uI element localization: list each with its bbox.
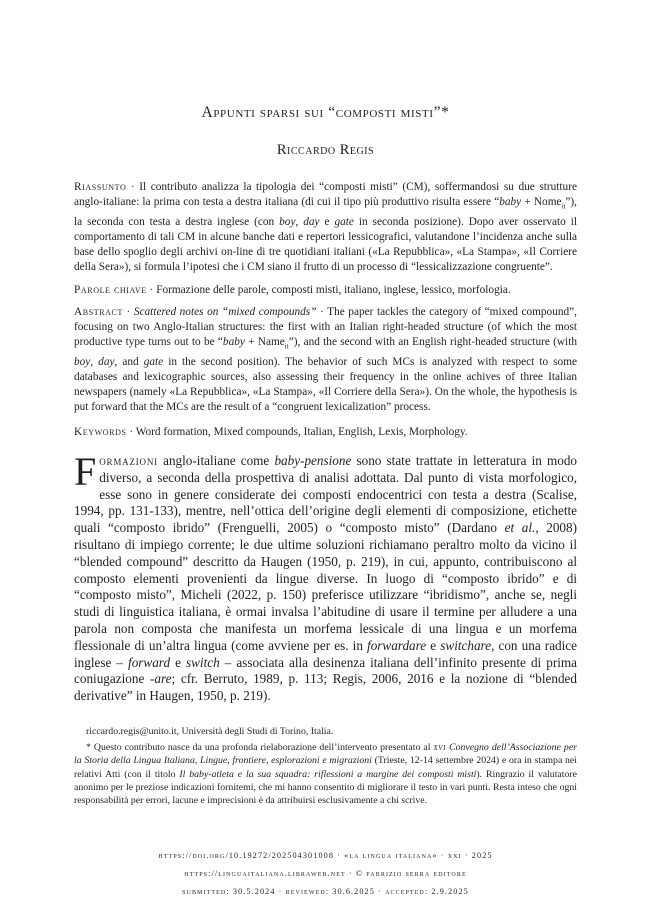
keywords-label: Keywords xyxy=(74,426,127,438)
article-title: Appunti sparsi sui “composti misti”* xyxy=(201,104,450,121)
riassunto-label: Riassunto xyxy=(74,181,127,193)
keywords-paragraph: Keywords · Word formation, Mixed compounds, Italian, English, Lexis, Morphology. xyxy=(74,426,468,438)
drop-cap: F xyxy=(74,449,97,494)
parole-chiave-label: Parole chiave xyxy=(74,284,147,296)
affiliation-note: riccardo.regis@unito.it, Università degli Studi di Torino, Italia. xyxy=(86,726,334,737)
footer-doi-line: https://doi.org/10.19272/202504301008 · «la lingua italiana» · xxi · 2025 xyxy=(158,851,493,860)
body-paragraph: Formazioni anglo-italiane come baby-pensione sono state trattate in letteratura in modo diverso, a seconda della prospettiva di analisi adottata. Dal punto di vista morfologico, esse sono in genere considerate dei composti endocentrici con testa a destra (Scalise, 1994, pp. 131-133), mentre, nell’ottica dell’origine degli elementi di composizione, etichette quali “composto ibrido” (Frenguelli, 2005) o “composto misto” (Dardano et al., 2008) risultano di impiego corrente; le due ultime soluzioni richiamano peraltro molto da vicino il “blended compound” descritto da Haugen (1950, p. 219), in cui, appunto, contribuiscono al composto elementi provenienti da lingue diverse. In luogo di “composto ibrido” e di “composto misto”, Micheli (2022, p. 150) preferisce utilizzare “ibridismo”, anche se, negli studi di linguistica italiana, è ormai invalsa l’abitudine di usare il termine per alludere a una parola non composta che manifesta un morfema lessicale di una lingua e un morfema flessionale di un’altra lingua (come avviene per es. in forwardare e switchare, con una radice inglese – forward e switch – associata alla desinenza italiana dell’infinito presente di prima coniugazione -are; cfr. Berruto, 1989, p. 113; Regis, 2006, 2016 e la nozione di “blended derivative” in Haugen, 1950, p. 219). xyxy=(74,449,578,704)
footer-publisher-line: https://linguaitaliana.libraweb.net · © fabrizio serra editore xyxy=(184,869,467,878)
abstract-label: Abstract xyxy=(74,306,123,318)
abstract-paragraph: Abstract · Scattered notes on “mixed compounds” · The paper tackles the category of “mixed compound”, focusing on two Anglo-Italian structures: the first with an Italian right-headed structure (of which the most productive type turns out to be “baby + Name$_{it}$”), and the second with an English right-headed structure (with boy, day, and gate in the second position). The behavior of such MCs is analyzed with respect to some databases and lexicographic sources, also assessing their frequency in the online achives of three Italian newspapers (namely «La Repubblica», «La Stampa», «Il Corriere della Sera»). On the whole, the hypothesis is put forward that the MCs are the result of a “congruent lexicalization” process. xyxy=(74,306,577,414)
article-author: Riccardo Regis xyxy=(276,142,375,158)
riassunto-paragraph: Riassunto · Il contributo analizza la tipologia dei “composti misti” (CM), soffermandosi su due strutture anglo-italiane: la prima con testa a destra italiana (di cui il tipo più produttivo risulta essere “baby + Nome$_{it}$”), la seconda con testa a destra inglese (con boy, day e gate in seconda posizione). Dopo aver osservato il comportamento di tali CM in alcune banche dati e repertori lessicografici, valutandone l’incidenza anche sulla base dello spoglio degli archivi on-line di tre quotidiani italiani («La Repubblica», «La Stampa», «Il Corriere della Sera»), si formula l’ipotesi che i CM siano il frutto di un processo di “lessicalizzazione congruente”. xyxy=(74,181,578,274)
parole-chiave-paragraph: Parole chiave · Formazione delle parole, composti misti, italiano, inglese, lessico, morfologia. xyxy=(74,284,511,296)
star-footnote: * Questo contributo nasce da una profonda rielaborazione dell’intervento presentato al xvi Convegno dell’Associazione per la Storia della Lingua Italiana, Lingue, frontiere, esplorazioni e migrazioni (Trieste, 12-14 settembre 2024) e ora in stampa nei relativi Atti (con il titolo Il baby-atleta e la sua squadra: riflessioni a margine dei composti misti). Ringrazio il valutatore anonimo per le preziose indicazioni fornitemi, che mi hanno consentito di migliorare il testo in vari punti. Resta inteso che ogni responsabilità per errori, lacune e imprecisioni è da attribuirsi esclusivamente a chi scrive. xyxy=(74,742,578,807)
footer-dates-line: submitted: 30.5.2024 · reviewed: 30.6.2025 · accepted: 2.9.2025 xyxy=(182,887,469,896)
footnotes xyxy=(74,725,577,807)
